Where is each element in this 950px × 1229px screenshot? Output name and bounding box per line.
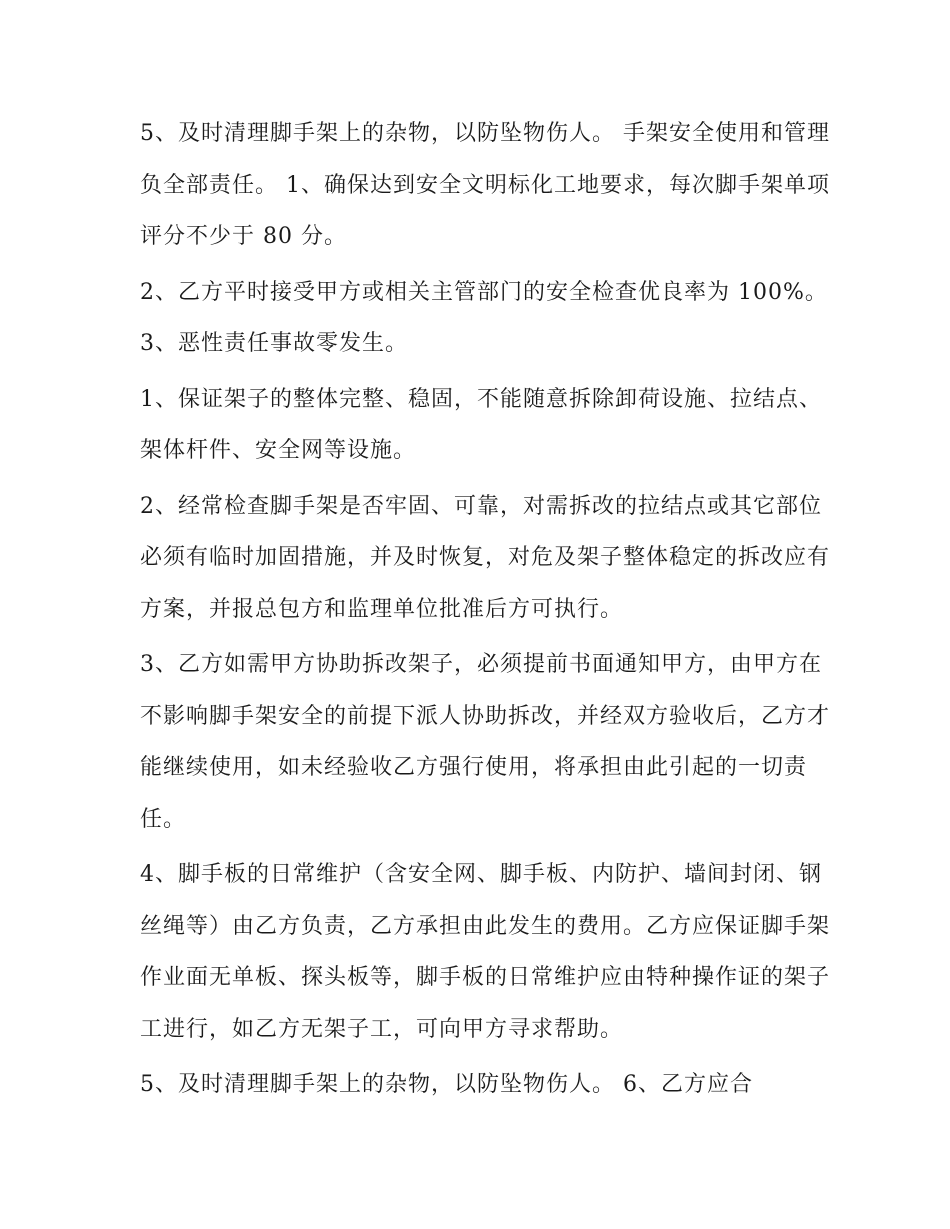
document-body bbox=[140, 108, 830, 1115]
paragraph-5: 3、乙方如需甲方协助拆改架子，必须提前书面通知甲方，由甲方在不影响脚手架安全的前提下派人协助拆改，并经双方验收后，乙方才能继续使用，如未经验收乙方强行使用，将承担由此引起的一切责任。 bbox=[140, 652, 831, 832]
paragraph-4: 2、经常检查脚手架是否牢固、可靠，对需拆改的拉结点或其它部位必须有临时加固措施，并及时恢复，对危及架子整体稳定的拆改应有方案，并报总包方和监理单位批准后方可执行。 bbox=[140, 493, 831, 622]
paragraph-6: 4、脚手板的日常维护（含安全网、脚手板、内防护、墙间封闭、钢丝绳等）由乙方负责，乙方承担由此发生的费用。乙方应保证脚手架作业面无单板、探头板等，脚手板的日常维护应由特种操作证的架子工进行，如乙方无架子工，可向甲方寻求帮助。 bbox=[140, 862, 831, 1042]
paragraph-7: 5、及时清理脚手架上的杂物，以防坠物伤人。 6、乙方应合 bbox=[140, 1072, 753, 1097]
paragraph-2: 2、乙方平时接受甲方或相关主管部门的安全检查优良率为 100%。 3、恶性责任事故零发生。 bbox=[140, 279, 828, 356]
paragraph-1: 5、及时清理脚手架上的杂物，以防坠物伤人。 手架安全使用和管理负全部责任。 1、确保达到安全文明标化工地要求，每次脚手架单项评分不少于 80 分。 bbox=[140, 121, 830, 249]
paragraph-3: 1、保证架子的整体完整、稳固，不能随意拆除卸荷设施、拉结点、架体杆件、安全网等设施。 bbox=[140, 386, 822, 463]
